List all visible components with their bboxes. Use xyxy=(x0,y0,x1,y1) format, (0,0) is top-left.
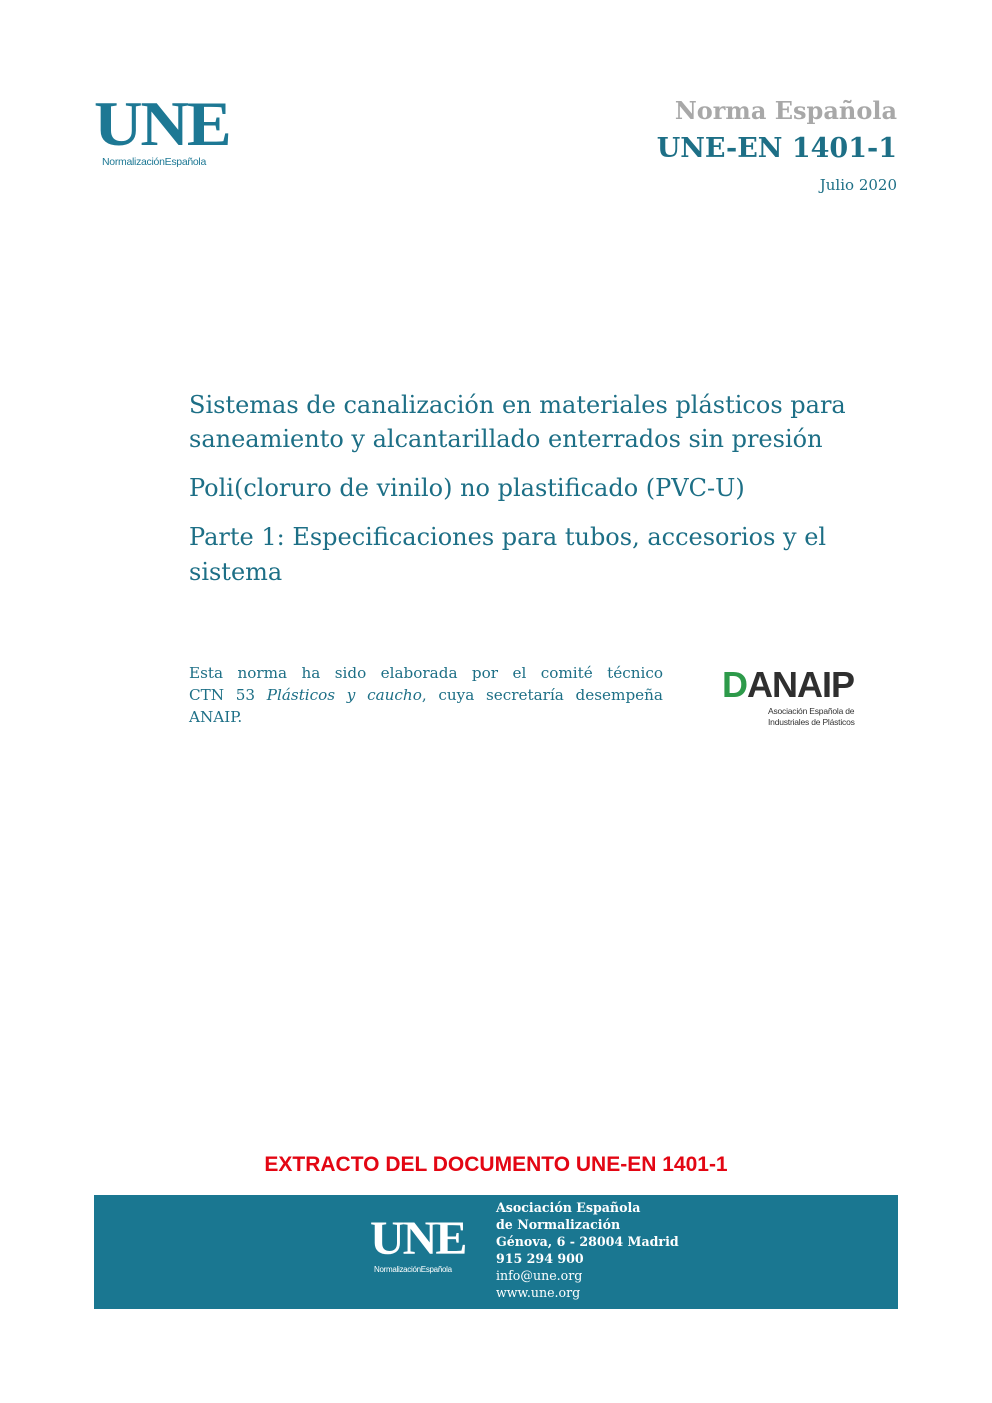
subtitle-material: Poli(cloruro de vinilo) no plastificado (PVC-U) xyxy=(189,474,745,502)
anaip-logo-mark: DANAIP xyxy=(722,664,855,705)
footer-band xyxy=(94,1195,898,1309)
anaip-logo xyxy=(718,664,868,734)
org-name-line-2: de Normalización xyxy=(496,1217,621,1232)
part-title-line-1: Parte 1: Especificaciones para tubos, accesorios y el xyxy=(189,523,827,551)
committee-line-3: ANAIP. xyxy=(189,708,243,726)
part-title-line-2: sistema xyxy=(189,558,283,586)
committee-name: Plásticos y caucho xyxy=(266,686,422,704)
title-line-1: Sistemas de canalización en materiales plásticos para xyxy=(189,391,846,419)
committee-line-2: CTN 53 Plásticos y caucho, cuya secretaría desempeña xyxy=(189,686,663,704)
email-link[interactable]: info@une.org xyxy=(496,1268,583,1283)
footer-une-logo xyxy=(370,1212,480,1277)
website-link[interactable]: www.une.org xyxy=(496,1285,581,1300)
phone-number: 915 294 900 xyxy=(496,1251,584,1266)
footer-address xyxy=(496,1199,679,1301)
anaip-logo-sub-1: Asociación Española de xyxy=(768,706,855,716)
une-logo-subtitle: NormalizaciónEspañola xyxy=(102,156,207,168)
extract-heading: EXTRACTO DEL DOCUMENTO UNE-EN 1401-1 xyxy=(264,1153,728,1176)
org-name-line-1: Asociación Española xyxy=(496,1200,641,1215)
committee-note xyxy=(189,662,663,728)
norma-label: Norma Española xyxy=(674,96,897,125)
anaip-logo-sub-2: Industriales de Plásticos xyxy=(768,717,855,727)
standard-code: UNE-EN 1401-1 xyxy=(656,133,897,164)
une-logo-word: UNE xyxy=(94,88,230,159)
footer-une-logo-subtitle: NormalizaciónEspañola xyxy=(374,1265,452,1274)
publication-date: Julio 2020 xyxy=(819,176,897,194)
title-line-2: saneamiento y alcantarillado enterrados sin presión xyxy=(189,425,823,453)
committee-line-1: Esta norma ha sido elaborada por el comité técnico xyxy=(189,664,663,682)
une-logo xyxy=(94,88,244,174)
footer-une-logo-word: UNE xyxy=(370,1212,466,1265)
street-address: Génova, 6 - 28004 Madrid xyxy=(496,1234,679,1249)
